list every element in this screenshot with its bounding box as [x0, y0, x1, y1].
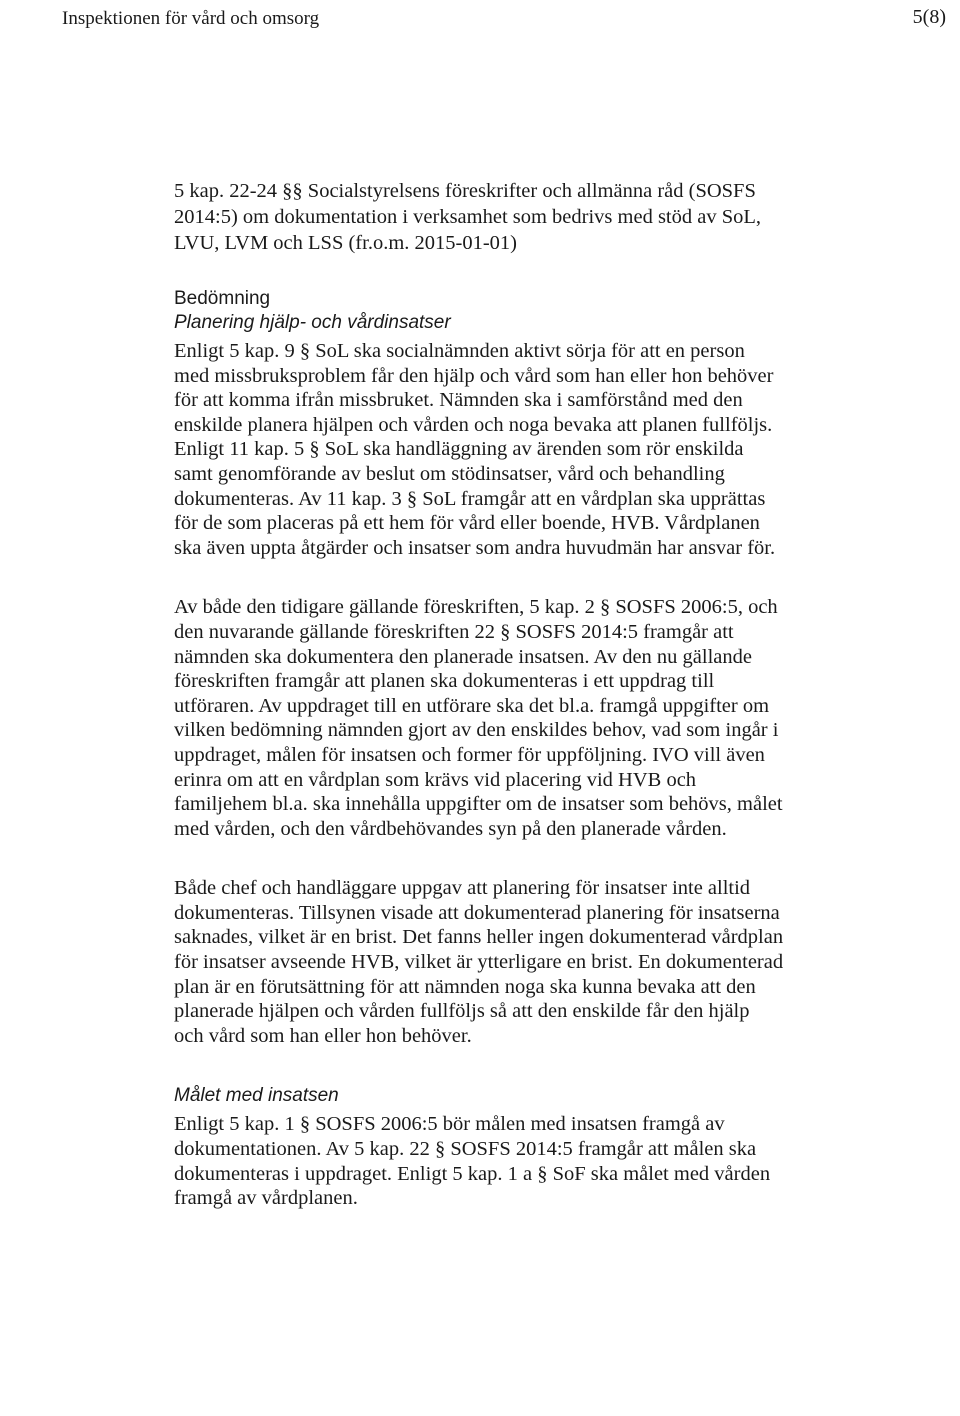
section-heading-assessment: Bedömning	[174, 288, 271, 309]
paragraph-goal: Enligt 5 kap. 1 § SOSFS 2006:5 bör målen med insatsen framgå av dokumentationen. Av 5 kap. 22 § SOSFS 2014:5 framgår att målen ska dokumenteras i uppdraget. Enligt 5 kap. 1 a § SoF ska målet med vården framgå av vårdplanen.	[174, 1113, 771, 1210]
paragraph-planning-1: Enligt 5 kap. 9 § SoL ska socialnämnden aktivt sörja för att en person med missbruksproblem får den hjälp och vård som han eller hon behöver för att komma ifrån missbruket. Nämnden ska i samförstånd med den enskilde planera hjälpen och vården och noga bevaka att planen fullföljs. Enligt 11 kap. 5 § SoL ska handläggning av ärenden som rör enskilda samt genomförande av beslut om stödinsatser, vård och behandling dokumenteras. Av 11 kap. 3 § SoL framgår att en vårdplan ska upprättas för de som placeras på ett hem för vård eller boende, HVB. Vårdplanen ska även uppta åtgärder och insatser som andra huvudmän har ansvar för.	[174, 340, 776, 559]
page-number: 5(8)	[912, 6, 946, 28]
paragraph-planning-3: Både chef och handläggare uppgav att planering för insatser inte alltid dokumenteras. Tillsynen visade att dokumenterad planering för insatserna saknades, vilket är en brist. Det fanns heller ingen dokumenterad vårdplan för insatser avseende HVB, vilket är ytterligare en brist. En dokumenterad plan är en förutsättning för att nämnden noga ska kunna bevaka att den planerade hjälpen och vården fullföljs så att den enskilde får den hjälp och vård som han eller hon behöver.	[174, 877, 784, 1047]
legal-reference: 5 kap. 22-24 §§ Socialstyrelsens föreskrifter och allmänna råd (SOSFS 2014:5) om dokumentation i verksamhet som bedrivs med stöd av SoL, LVU, LVM och LSS (fr.o.m. 2015-01-01)	[174, 180, 762, 254]
agency-name: Inspektionen för vård och omsorg	[62, 8, 320, 29]
subheading-planning: Planering hjälp- och vårdinsatser	[174, 312, 451, 333]
subheading-goal: Målet med insatsen	[174, 1085, 339, 1107]
document-body	[174, 178, 784, 1211]
paragraph-planning-2: Av både den tidigare gällande föreskriften, 5 kap. 2 § SOSFS 2006:5, och den nuvarande gällande föreskriften 22 § SOSFS 2014:5 framgår att nämnden ska dokumentera den planerade insatsen. Av den nu gällande föreskriften framgår att planen ska dokumenteras i ett uppdrag till utföraren. Av uppdraget till en utförare ska det bl.a. framgå uppgifter om vilken bedömning nämnden gjort av den enskildes behov, vad som ingår i uppdraget, målen för insatsen och former för uppföljning. IVO vill även erinra om att en vårdplan som krävs vid placering vid HVB och familjehem bl.a. ska innehålla uppgifter om de insatser som behövs, målet med vården, och den vårdbehövandes syn på den planerade vården.	[174, 596, 783, 840]
